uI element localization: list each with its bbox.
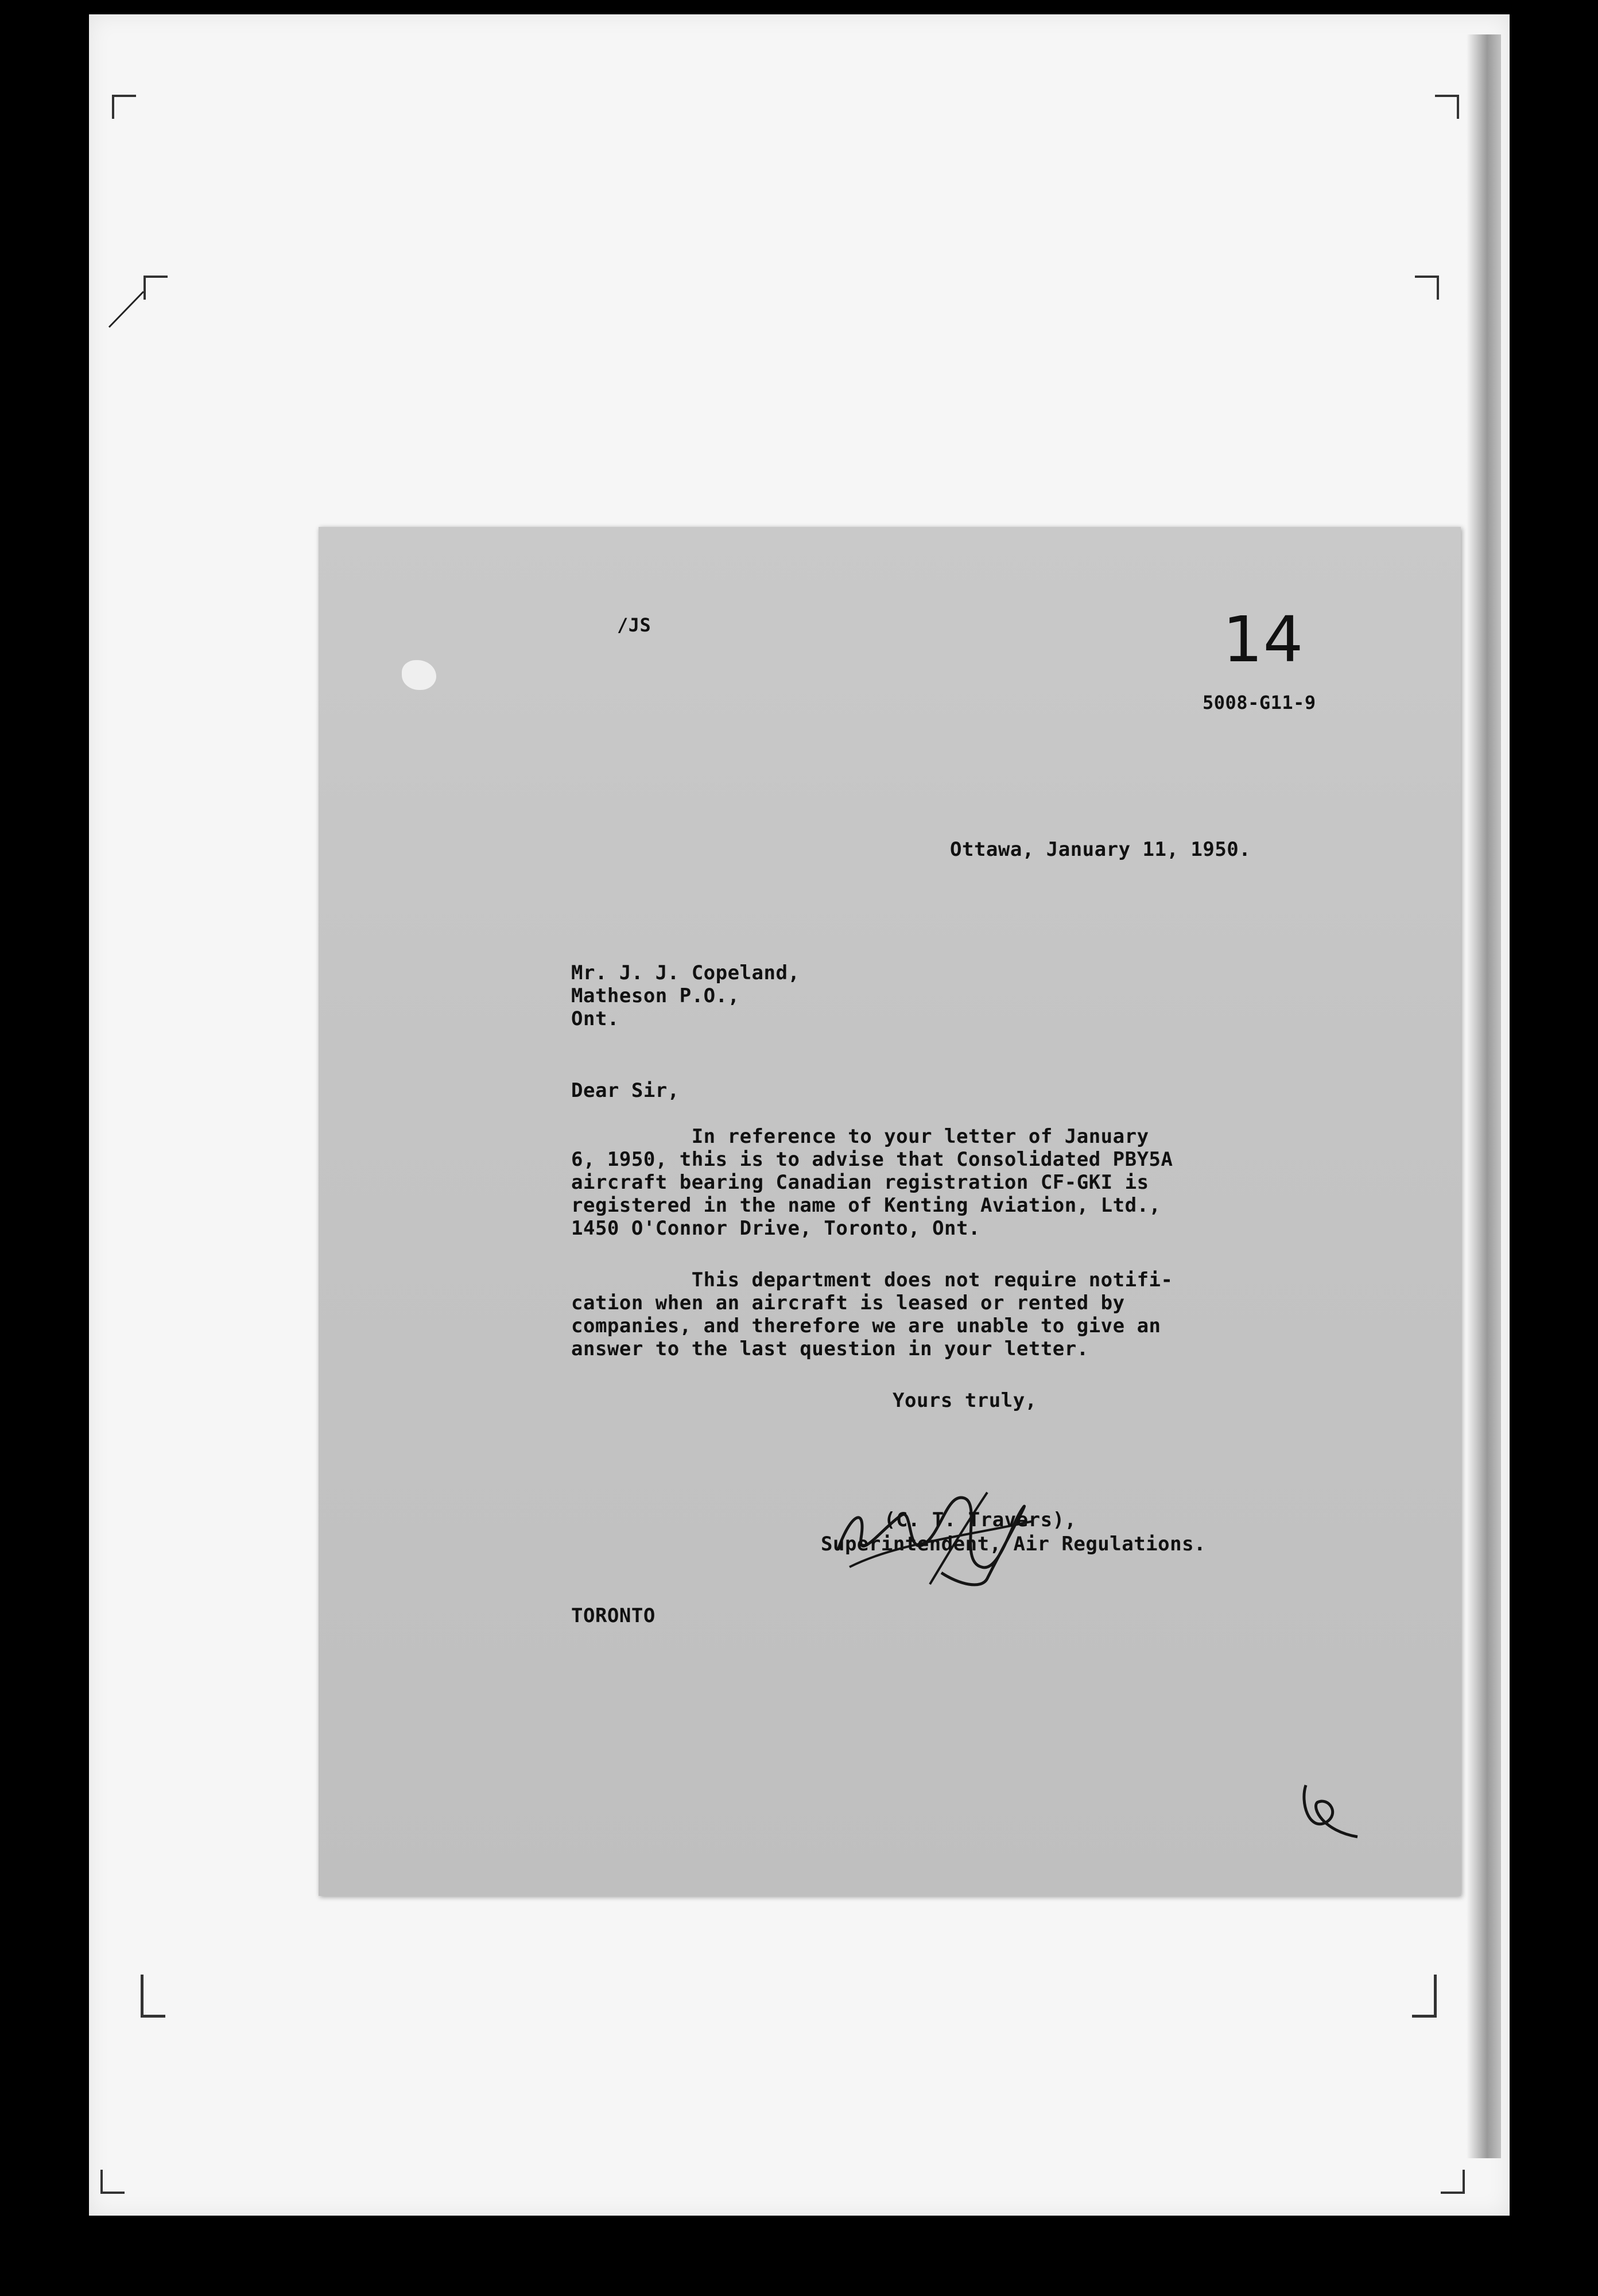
paragraph-two [571,1269,1173,1360]
corner-mark-lower-right [1412,1975,1437,2018]
date-line: Ottawa, January 11, 1950. [950,838,1251,861]
corner-mark-top-left [112,95,136,119]
handwritten-initial-mark [1294,1768,1363,1843]
file-number: 5008-G11-9 [1203,692,1316,713]
paragraph-one [571,1125,1173,1240]
typist-initials: /JS [617,614,651,636]
corner-mark-lower-left [141,1975,165,2018]
body-line: In reference to your letter of January [571,1125,1149,1148]
body-line: This department does not require notifi- [571,1269,1173,1292]
body-line: cation when an aircraft is leased or rented by [571,1292,1125,1314]
corner-mark-mid-right [1415,276,1439,300]
salutation: Dear Sir, [571,1079,680,1102]
corner-mark-bottom-left [100,2170,125,2194]
body-line: companies, and therefore we are unable to give an [571,1314,1161,1337]
recipient-address [571,961,800,1030]
body-line: 1450 O'Connor Drive, Toronto, Ont. [571,1217,980,1240]
signatory-name: (C. T. Travers), [884,1508,1077,1531]
corner-mark-bottom-right [1441,2170,1465,2194]
body-line: answer to the last question in your letter. [571,1337,1089,1360]
body-line: aircraft bearing Canadian registration CF-GKI is [571,1171,1149,1194]
closing: Yours truly, [893,1389,1037,1412]
body-line: 6, 1950, this is to advise that Consolidated PBY5A [571,1148,1173,1171]
stray-scratch-line [103,287,149,333]
mount-edge-shadow [1467,34,1501,2158]
recipient-line: Ont. [571,1007,619,1030]
folio-number: 14 [1223,603,1304,676]
recipient-line: Matheson P.O., [571,984,740,1007]
signatory-title: Superintendent, Air Regulations. [821,1533,1207,1556]
corner-mark-top-right [1435,95,1459,119]
recipient-line: Mr. J. J. Copeland, [571,961,800,984]
body-line: registered in the name of Kenting Aviation, Ltd., [571,1194,1161,1217]
copy-note: TORONTO [571,1604,656,1627]
